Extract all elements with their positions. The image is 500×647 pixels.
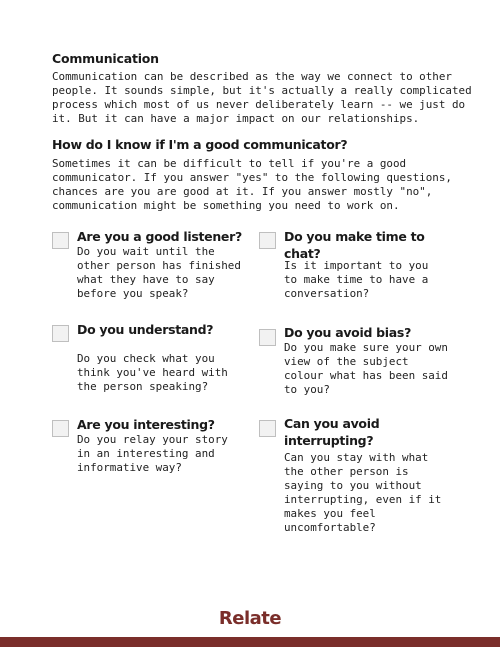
- question-heading: Do you make time to chat?: [284, 229, 425, 261]
- question-body: Do you make sure your own view of the subject colour what has been said to you?: [284, 341, 448, 396]
- section-intro-paragraph: Sometimes it can be difficult to tell if you're a good communicator. If you answer "yes" to the following questions, chances are you are good at it. If you answer mostly "no", communication might be something you need to work on.: [52, 157, 452, 212]
- question-body: Do you relay your story in an interesting and informative way?: [77, 433, 228, 474]
- checkbox-make-time-to-chat[interactable]: [259, 232, 276, 249]
- page-title: Communication: [52, 51, 159, 66]
- intro-paragraph: Communication can be described as the way we connect to other people. It sounds simple, but it's actually a really complicated process which most of us never deliberately learn -- we just do it. But it can have a major impact on our relationships.: [52, 70, 472, 125]
- checkbox-interesting[interactable]: [52, 420, 69, 437]
- question-body: Do you wait until the other person has finished what they have to say before you speak?: [77, 245, 241, 300]
- question-heading: Are you interesting?: [77, 417, 215, 432]
- checkbox-avoid-interrupting[interactable]: [259, 420, 276, 437]
- question-body: Do you check what you think you've heard with the person speaking?: [77, 352, 228, 393]
- question-heading: Do you avoid bias?: [284, 325, 412, 340]
- section-heading: How do I know if I'm a good communicator?: [52, 137, 348, 152]
- question-heading: Do you understand?: [77, 322, 214, 337]
- question-heading: Can you avoid interrupting?: [284, 416, 380, 448]
- checkbox-understand[interactable]: [52, 325, 69, 342]
- checkbox-avoid-bias[interactable]: [259, 329, 276, 346]
- question-body: Can you stay with what the other person is saying to you without interrupting, even if it makes you feel uncomfortable?: [284, 451, 442, 534]
- question-heading: Are you a good listener?: [77, 229, 242, 244]
- question-body: Is it important to you to make time to have a conversation?: [284, 259, 429, 300]
- checkbox-good-listener[interactable]: [52, 232, 69, 249]
- relate-logo: Relate: [218, 608, 282, 629]
- footer-bar: [0, 637, 500, 647]
